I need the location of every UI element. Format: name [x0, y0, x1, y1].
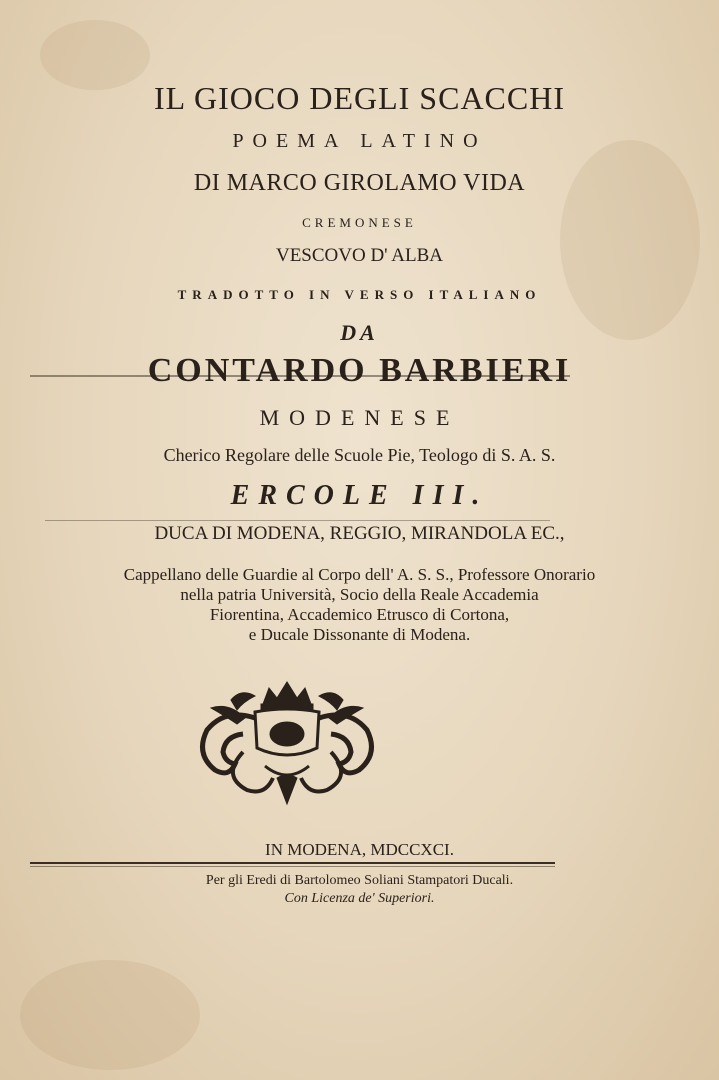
book-title: IL GIOCO DEGLI SCACCHI	[153, 80, 565, 116]
divider-rule	[45, 520, 550, 521]
strike-rule	[30, 375, 570, 377]
paper-stain	[20, 960, 200, 1070]
author-origin: CREMONESE	[302, 215, 417, 230]
details-line: Fiorentina, Accademico Etrusco di Cortona,	[209, 605, 510, 624]
details-line: e Ducale Dissonante di Modena.	[248, 625, 471, 644]
imprint-rule	[30, 862, 555, 864]
author-office: VESCOVO D' ALBA	[275, 245, 444, 266]
translator-preposition: DA	[340, 320, 379, 345]
author-line: DI MARCO GIROLAMO VIDA	[193, 170, 526, 196]
imprint-line: IN MODENA, MDCCXCI.	[265, 840, 454, 859]
translator-name: CONTARDO BARBIERI	[147, 352, 572, 389]
book-subtitle: POEMA LATINO	[232, 130, 487, 152]
translator-details	[0, 565, 719, 645]
crown-cartouche-ornament-icon	[185, 678, 390, 806]
details-line: nella patria Università, Socio della Reale Accademia	[180, 585, 539, 604]
details-line: Cappellano delle Guardie al Corpo dell' A. S. S., Professore Onorario	[123, 565, 596, 584]
translator-city: MODENESE	[259, 405, 460, 430]
license-line: Con Licenza de' Superiori.	[284, 891, 435, 906]
translator-role: Cherico Regolare delle Scuole Pie, Teologo di S. A. S.	[163, 445, 556, 465]
imprint-rule-thin	[30, 866, 555, 867]
translation-note: TRADOTTO IN VERSO ITALIANO	[177, 287, 542, 302]
printer-line: Per gli Eredi di Bartolomeo Soliani Stampatori Ducali.	[205, 873, 514, 888]
duke-name: ERCOLE III.	[230, 480, 489, 511]
duchy-line: DUCA DI MODENA, REGGIO, MIRANDOLA EC.,	[154, 523, 565, 544]
